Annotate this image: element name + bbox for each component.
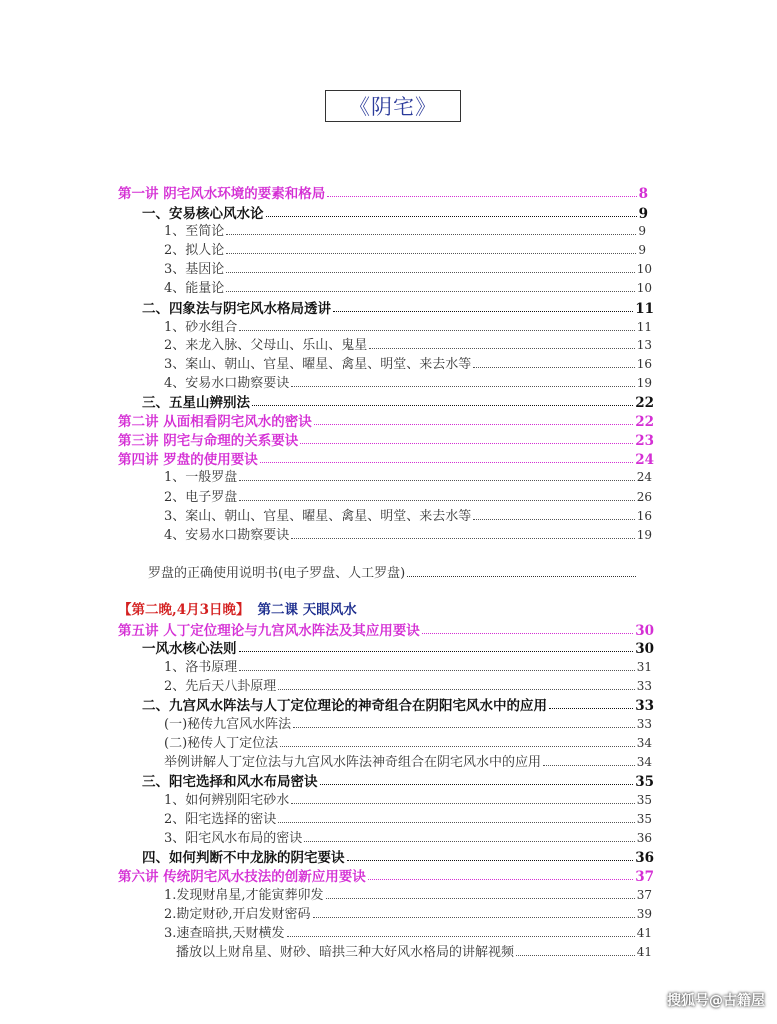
toc-page: 34 bbox=[636, 736, 652, 750]
toc-label: 播放以上财帛星、财砂、暗拱三种大好风水格局的讲解视频 bbox=[176, 945, 515, 960]
toc-subsection bbox=[164, 277, 652, 297]
toc-label: 一、安易核心风水论 bbox=[142, 206, 264, 222]
leader-dots bbox=[266, 216, 637, 217]
toc-label: 二、九宫风水阵法与人丁定位理论的神奇组合在阴阳宅风水中的应用 bbox=[142, 698, 547, 714]
toc-page: 33 bbox=[636, 679, 652, 693]
toc-subsection bbox=[164, 524, 652, 544]
leader-dots bbox=[320, 784, 634, 785]
leader-dots bbox=[278, 689, 634, 690]
toc-subsection bbox=[164, 353, 652, 373]
session-header bbox=[118, 598, 638, 618]
leader-dots bbox=[239, 651, 634, 652]
session-course: 第二课 天眼风水 bbox=[257, 602, 357, 618]
leader-dots bbox=[226, 234, 636, 235]
leader-dots bbox=[422, 633, 634, 634]
toc-subsection bbox=[164, 675, 652, 695]
leader-dots bbox=[226, 272, 634, 273]
toc-page: 9 bbox=[638, 224, 646, 238]
toc-label: 第四讲 罗盘的使用要诀 bbox=[118, 452, 258, 468]
toc-section bbox=[142, 637, 654, 657]
leader-dots bbox=[516, 955, 635, 956]
toc-label: 2、来龙入脉、父母山、乐山、鬼星 bbox=[164, 338, 368, 353]
toc-section bbox=[142, 770, 654, 790]
toc-page: 23 bbox=[635, 433, 654, 449]
toc-subsection bbox=[164, 258, 652, 278]
leader-dots bbox=[291, 803, 634, 804]
toc-subsection bbox=[164, 466, 652, 486]
leader-dots bbox=[260, 462, 634, 463]
leader-dots bbox=[549, 708, 633, 709]
toc-label: 四、如何判断不中龙脉的阴宅要诀 bbox=[142, 850, 345, 866]
toc-page: 37 bbox=[636, 888, 652, 902]
toc-page: 16 bbox=[636, 509, 652, 523]
leader-dots bbox=[239, 480, 634, 481]
toc-label: 2、阳宅选择的密诀 bbox=[164, 812, 277, 827]
toc-page: 35 bbox=[635, 774, 654, 790]
leader-dots bbox=[226, 291, 634, 292]
leader-dots bbox=[252, 405, 633, 406]
toc-label: 罗盘的正确使用说明书(电子罗盘、人工罗盘) bbox=[148, 566, 406, 581]
toc-page: 35 bbox=[636, 812, 652, 826]
toc-subsection bbox=[164, 372, 652, 392]
leader-dots bbox=[347, 860, 634, 861]
toc-label: 1、洛书原理 bbox=[164, 660, 238, 675]
toc-lecture-4 bbox=[118, 448, 654, 468]
watermark: 搜狐号@古籍屋 bbox=[667, 993, 765, 1009]
toc-label: 第三讲 阴宅与命理的关系要诀 bbox=[118, 433, 299, 449]
toc-page: 36 bbox=[636, 831, 652, 845]
leader-dots bbox=[226, 253, 636, 254]
toc-subsection bbox=[164, 486, 652, 506]
leader-dots bbox=[314, 424, 634, 425]
toc-page: 33 bbox=[636, 717, 652, 731]
leader-dots bbox=[278, 822, 634, 823]
toc-subsection bbox=[164, 220, 646, 240]
toc-page: 41 bbox=[636, 926, 652, 940]
toc-subsection bbox=[164, 827, 652, 847]
toc-subsection bbox=[164, 903, 652, 923]
toc-label: 4、安易水口勘察要诀 bbox=[164, 528, 290, 543]
toc-page: 39 bbox=[636, 907, 652, 921]
leader-dots bbox=[239, 500, 634, 501]
toc-lecture-3 bbox=[118, 429, 654, 449]
toc-page: 19 bbox=[636, 528, 652, 542]
toc-label: (二)秘传人丁定位法 bbox=[164, 736, 279, 751]
toc-subsection bbox=[164, 922, 652, 942]
leader-dots bbox=[543, 765, 635, 766]
toc-page: 10 bbox=[636, 281, 652, 295]
leader-dots bbox=[300, 443, 633, 444]
toc-label: 三、五星山辨别法 bbox=[142, 395, 250, 411]
toc-page: 16 bbox=[636, 357, 652, 371]
toc-subsection bbox=[176, 941, 652, 961]
toc-label: 举例讲解人丁定位法与九宫风水阵法神奇组合在阴宅风水中的应用 bbox=[164, 755, 542, 770]
toc-page: 24 bbox=[636, 470, 652, 484]
toc-subsection bbox=[164, 713, 652, 733]
toc-page: 8 bbox=[638, 186, 648, 202]
leader-dots bbox=[327, 196, 636, 197]
toc-subsection bbox=[164, 789, 652, 809]
document-title: 《阴宅》 bbox=[325, 90, 461, 122]
session-date: 【第二晚,4月3日晚】 bbox=[118, 602, 250, 618]
toc-subsection bbox=[164, 334, 652, 354]
toc-page: 11 bbox=[635, 301, 654, 317]
toc-label: 1、一般罗盘 bbox=[164, 470, 238, 485]
toc-page: 31 bbox=[636, 660, 652, 674]
toc-page: 33 bbox=[635, 698, 654, 714]
leader-dots bbox=[239, 330, 634, 331]
toc-label: 第六讲 传统阴宅风水技法的创新应用要诀 bbox=[118, 869, 366, 885]
toc-subsection bbox=[164, 808, 652, 828]
compass-manual-note bbox=[148, 562, 638, 582]
toc-subsection bbox=[164, 505, 652, 525]
toc-lecture-6 bbox=[118, 865, 654, 885]
leader-dots bbox=[293, 727, 635, 728]
toc-subsection bbox=[164, 751, 652, 771]
leader-dots bbox=[291, 386, 634, 387]
toc-label: 1、砂水组合 bbox=[164, 320, 238, 335]
toc-label: 二、四象法与阴宅风水格局透讲 bbox=[142, 301, 331, 317]
toc-label: 4、安易水口勘察要诀 bbox=[164, 376, 290, 391]
toc-label: 3、案山、朝山、官星、曜星、禽星、明堂、来去水等 bbox=[164, 357, 472, 372]
toc-page: 19 bbox=[636, 376, 652, 390]
leader-dots bbox=[333, 311, 633, 312]
toc-label: (一)秘传九宫风水阵法 bbox=[164, 717, 292, 732]
toc-page: 30 bbox=[635, 623, 654, 639]
toc-label: 1、如何辨别阳宅砂水 bbox=[164, 793, 290, 808]
leader-dots bbox=[280, 746, 635, 747]
leader-dots bbox=[304, 841, 634, 842]
toc-lecture-2 bbox=[118, 410, 654, 430]
toc-page: 10 bbox=[636, 262, 652, 276]
toc-label: 一风水核心法则 bbox=[142, 641, 237, 657]
toc-label: 1、至简论 bbox=[164, 224, 225, 239]
toc-label: 3、阳宅风水布局的密诀 bbox=[164, 831, 303, 846]
leader-dots bbox=[239, 670, 634, 671]
toc-section bbox=[142, 846, 654, 866]
leader-dots bbox=[473, 519, 634, 520]
toc-section bbox=[142, 202, 648, 222]
leader-dots bbox=[369, 348, 634, 349]
toc-subsection bbox=[164, 239, 646, 259]
toc-lecture-5 bbox=[118, 619, 654, 639]
toc-page: 30 bbox=[635, 641, 654, 657]
toc-label: 三、阳宅选择和风水布局密诀 bbox=[142, 774, 318, 790]
toc-subsection bbox=[164, 656, 652, 676]
toc-page: 37 bbox=[635, 869, 654, 885]
leader-dots bbox=[473, 367, 634, 368]
toc-subsection bbox=[164, 732, 652, 752]
toc-label: 1.发现财帛星,才能寅葬卯发 bbox=[164, 888, 324, 903]
toc-page: 24 bbox=[635, 452, 654, 468]
toc-section bbox=[142, 297, 654, 317]
leader-dots bbox=[313, 917, 635, 918]
leader-dots bbox=[287, 936, 635, 937]
toc-label: 2、先后天八卦原理 bbox=[164, 679, 277, 694]
toc-section bbox=[142, 694, 654, 714]
toc-label: 2、电子罗盘 bbox=[164, 490, 238, 505]
leader-dots bbox=[368, 879, 634, 880]
toc-label: 4、能量论 bbox=[164, 281, 225, 296]
toc-label: 3.速查暗拱,天财横发 bbox=[164, 926, 285, 941]
toc-page: 13 bbox=[636, 338, 652, 352]
toc-label: 第一讲 阴宅风水环境的要素和格局 bbox=[118, 186, 326, 202]
toc-page: 34 bbox=[636, 755, 652, 769]
toc-page: 41 bbox=[636, 945, 652, 959]
toc-page: 9 bbox=[638, 206, 648, 222]
leader-dots bbox=[326, 898, 635, 899]
toc-page: 26 bbox=[636, 490, 652, 504]
leader-dots bbox=[407, 576, 636, 577]
toc-page: 9 bbox=[638, 243, 646, 257]
toc-subsection bbox=[164, 316, 652, 336]
toc-label: 3、基因论 bbox=[164, 262, 225, 277]
toc-section bbox=[142, 391, 654, 411]
toc-page: 22 bbox=[635, 414, 654, 430]
toc-label: 第五讲 人丁定位理论与九宫风水阵法及其应用要诀 bbox=[118, 623, 420, 639]
toc-page: 35 bbox=[636, 793, 652, 807]
toc-label: 2.勘定财砂,开启发财密码 bbox=[164, 907, 311, 922]
toc-page: 22 bbox=[635, 395, 654, 411]
toc-page: 11 bbox=[636, 320, 652, 334]
toc-label: 2、拟人论 bbox=[164, 243, 225, 258]
toc-lecture-1 bbox=[118, 182, 648, 202]
leader-dots bbox=[291, 538, 634, 539]
toc-subsection bbox=[164, 884, 652, 904]
toc-label: 第二讲 从面相看阴宅风水的密诀 bbox=[118, 414, 312, 430]
toc-label: 3、案山、朝山、官星、曜星、禽星、明堂、来去水等 bbox=[164, 509, 472, 524]
toc-page: 36 bbox=[635, 850, 654, 866]
